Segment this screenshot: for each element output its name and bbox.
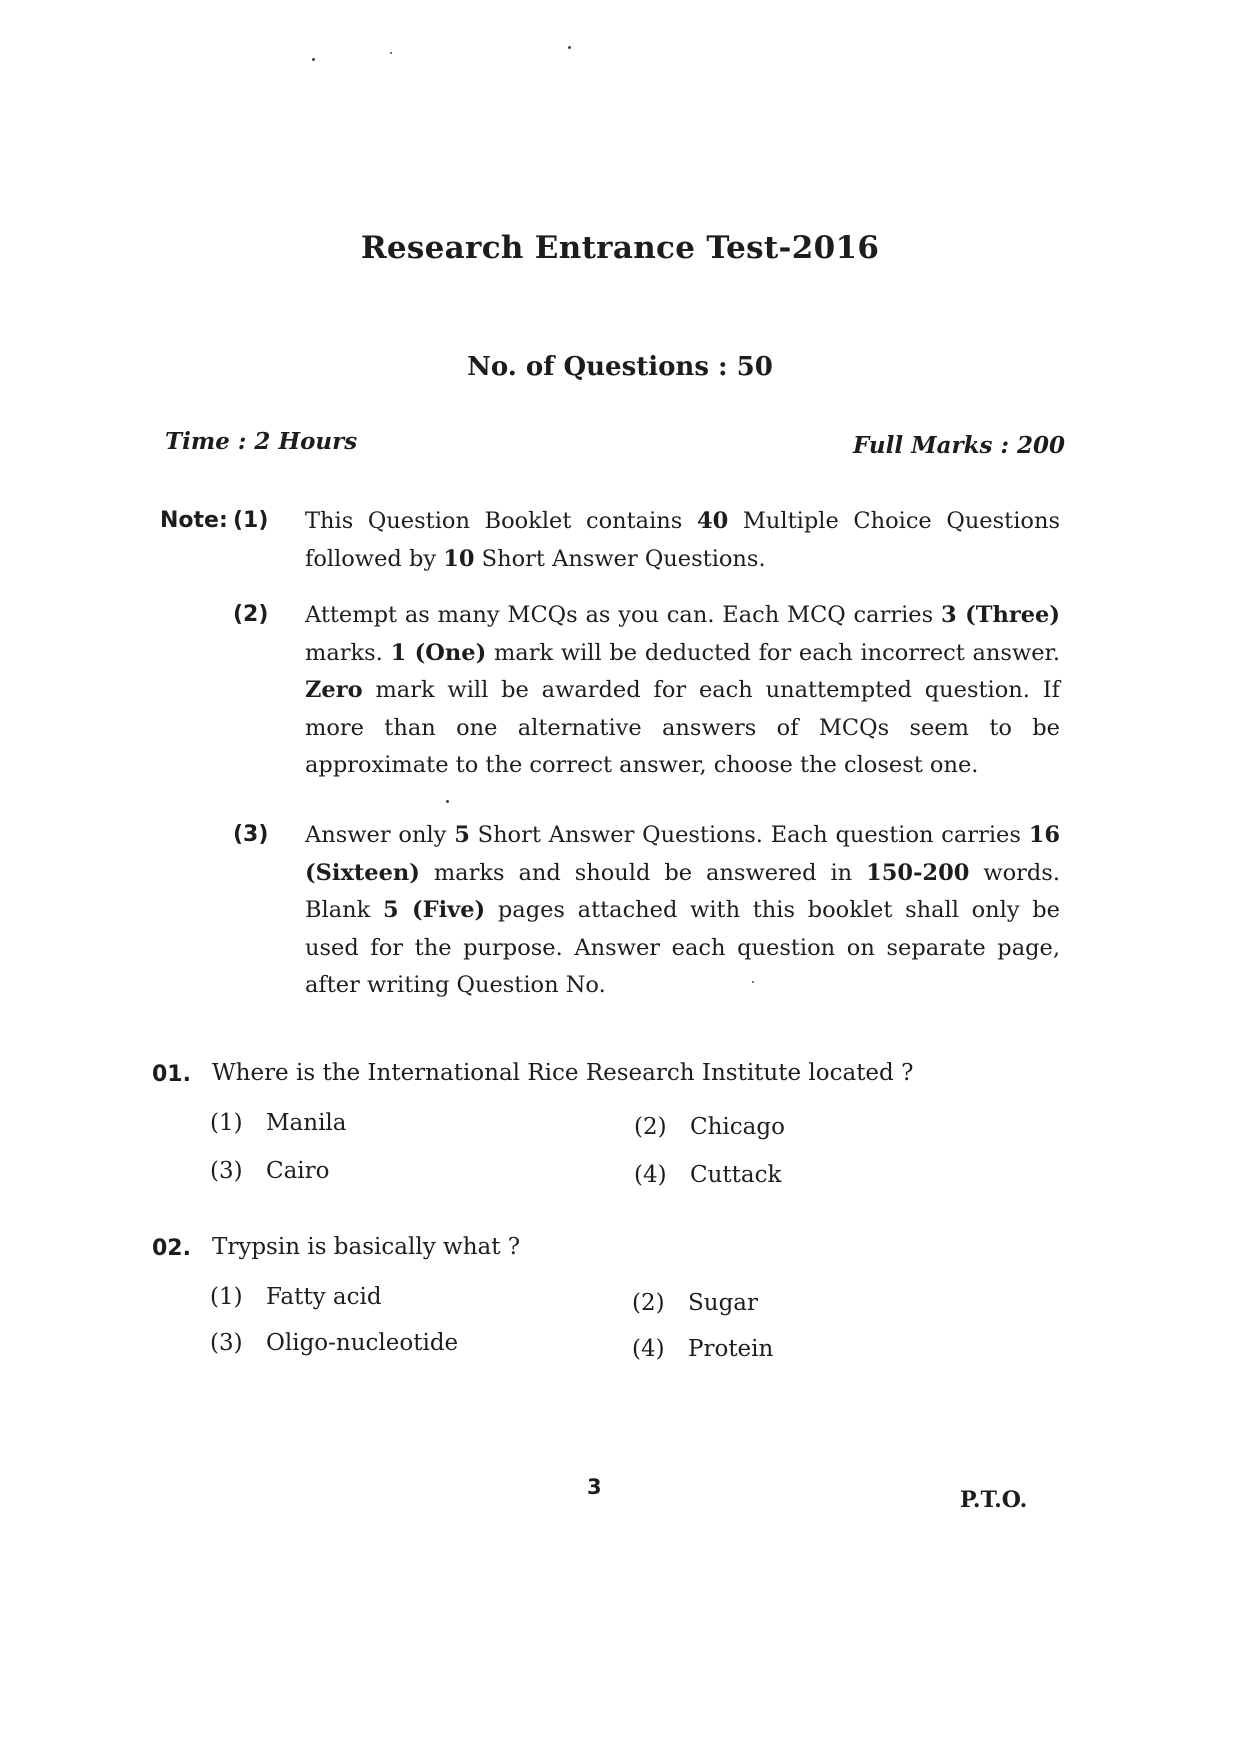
- option-number: (3): [210, 1158, 243, 1184]
- time-allowed: Time : 2 Hours: [165, 428, 358, 455]
- option: [210, 1158, 330, 1184]
- option-text: Sugar: [688, 1290, 758, 1316]
- option-text: Cairo: [266, 1158, 330, 1184]
- option-number: (4): [632, 1336, 665, 1362]
- questions-count: No. of Questions : 50: [467, 352, 773, 382]
- option-number: (4): [634, 1162, 667, 1188]
- option: [632, 1336, 773, 1362]
- option-text: Fatty acid: [266, 1284, 382, 1310]
- question-number: 01.: [152, 1062, 191, 1087]
- question-text: Where is the International Rice Research Institute located ?: [212, 1060, 914, 1086]
- option-text: Cuttack: [690, 1162, 782, 1188]
- option-number: (1): [210, 1284, 243, 1310]
- option: [210, 1284, 382, 1310]
- option-number: (2): [634, 1114, 667, 1140]
- option-number: (2): [632, 1290, 665, 1316]
- question-text: Trypsin is basically what ?: [212, 1234, 521, 1260]
- note-text: Answer only 5 Short Answer Questions. Each question carries 16 (Sixteen) marks and should be answered in 150-200 words. Blank 5 (Five) pages attached with this booklet shall only be used for the purpose. Answer each question on separate page, after writing Question No.: [305, 822, 1061, 998]
- note-text: Attempt as many MCQs as you can. Each MCQ carries 3 (Three) marks. 1 (One) mark will be deducted for each incorrect answer. Zero mark will be awarded for each unattempted question. If more than one alternative answers of MCQs seem to be approximate to the correct answer, choose the closest one.: [305, 602, 1061, 778]
- pto-label: P.T.O.: [960, 1487, 1028, 1513]
- option-text: Manila: [266, 1110, 347, 1136]
- exam-title: Research Entrance Test-2016: [360, 230, 880, 266]
- note-label: Note:: [160, 508, 228, 533]
- option: [634, 1162, 781, 1188]
- note-number: (2): [233, 602, 269, 627]
- note-number: (3): [233, 822, 269, 847]
- note-text: This Question Booklet contains 40 Multiple Choice Questions followed by 10 Short Answer Questions.: [305, 508, 1060, 572]
- option-number: (1): [210, 1110, 243, 1136]
- option: [634, 1114, 785, 1140]
- full-marks: Full Marks : 200: [852, 432, 1065, 459]
- option: [210, 1110, 347, 1136]
- page-number: 3: [587, 1475, 602, 1499]
- option-number: (3): [210, 1330, 243, 1356]
- option-text: Protein: [688, 1336, 774, 1362]
- option: [210, 1330, 458, 1356]
- question-number: 02.: [152, 1236, 191, 1261]
- option: [632, 1290, 758, 1316]
- option-text: Oligo-nucleotide: [266, 1330, 459, 1356]
- note-number: (1): [233, 508, 269, 533]
- option-text: Chicago: [690, 1114, 785, 1140]
